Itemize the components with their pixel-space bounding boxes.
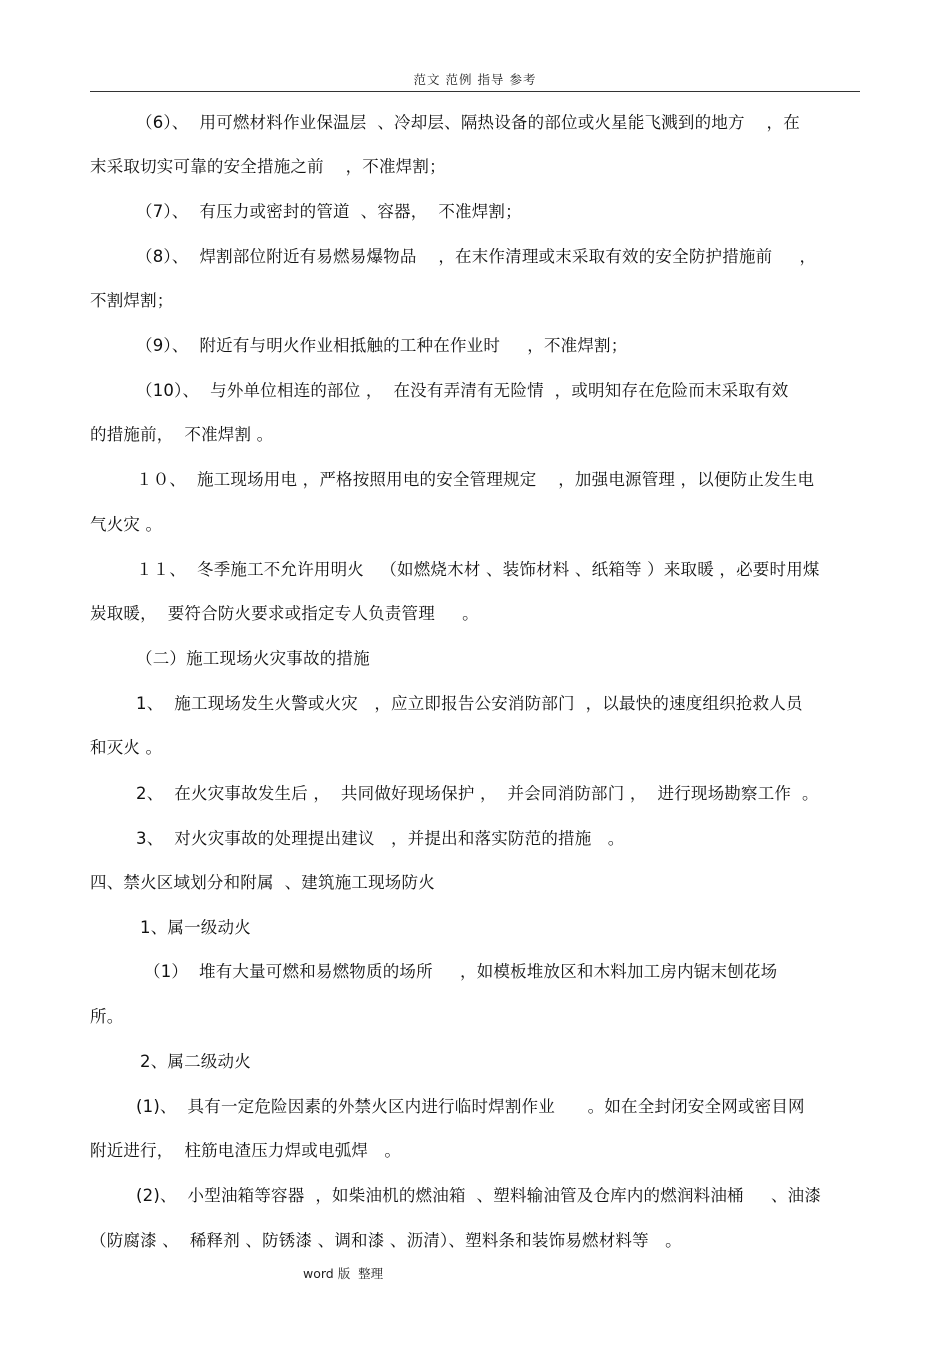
text-line: １１、 冬季施工不允许用明火 （如燃烧木材 、装饰材料 、纸箱等 ）来取暖 ，必要时用煤 (136, 560, 820, 579)
section-heading: （二）施工现场火灾事故的措施 (136, 649, 370, 668)
text-line: (1)、 具有一定危险因素的外禁火区内进行临时焊割作业 。如在全封闭安全网或密目网 (136, 1097, 805, 1116)
text-line: （9）、 附近有与明火作业相抵触的工种在作业时 ，不准焊割； (136, 336, 628, 355)
header-rule (90, 91, 860, 92)
text-line: 和灭火 。 (90, 738, 163, 757)
subsection-heading: 1、属一级动火 (140, 918, 251, 937)
text-line: 附近进行， 柱筋电渣压力焊或电弧焊 。 (90, 1141, 402, 1160)
page-header: 范文 范例 指导 参考 (413, 72, 537, 87)
text-line: 不割焊割； (90, 291, 174, 310)
text-line: （7）、 有压力或密封的管道 、容器， 不准焊割； (136, 202, 522, 221)
text-line: 末采取切实可靠的安全措施之前 ，不准焊割； (90, 157, 446, 176)
text-line: 3、 对火灾事故的处理提出建议 ，并提出和落实防范的措施 。 (136, 829, 625, 848)
text-line: 2、 在火灾事故发生后 ， 共同做好现场保护 ， 并会同消防部门 ， 进行现场勘察工作 。 (136, 784, 819, 803)
text-line: （8）、 焊割部位附近有易燃易爆物品 ，在末作清理或末采取有效的安全防护措施前 ， (136, 247, 817, 266)
text-line: 所。 (90, 1007, 124, 1026)
text-line: 1、 施工现场发生火警或火灾 ，应立即报告公安消防部门 ，以最快的速度组织抢救人员 (136, 694, 803, 713)
text-line: （10）、 与外单位相连的部位 ， 在没有弄清有无险情 ，或明知存在危险而末采取有效 (136, 381, 789, 400)
text-line: 气火灾 。 (90, 515, 163, 534)
text-line: 的措施前， 不准焊割 。 (90, 425, 274, 444)
subsection-heading: 2、属二级动火 (140, 1052, 251, 1071)
text-line: （防腐漆 、 稀释剂 、防锈漆 、调和漆 、沥清）、塑料条和装饰易燃材料等 。 (90, 1231, 682, 1250)
text-line: (2)、 小型油箱等容器 ，如柴油机的燃油箱 、塑料输油管及仓库内的燃润料油桶 、油漆 (136, 1186, 822, 1205)
text-line: （6）、 用可燃材料作业保温层 、冷却层、隔热设备的部位或火星能飞溅到的地方 ，在 (136, 113, 800, 132)
page-footer: word 版 整理 (303, 1266, 384, 1281)
text-line: １０、 施工现场用电 ，严格按照用电的安全管理规定 ，加强电源管理 ，以便防止发生电 (136, 470, 815, 489)
text-line: 炭取暖， 要符合防火要求或指定专人负责管理 。 (90, 604, 479, 623)
text-line: （1） 堆有大量可燃和易燃物质的场所 ，如模板堆放区和木料加工房内锯末刨花场 (144, 962, 778, 981)
section-heading: 四、禁火区域划分和附属 、建筑施工现场防火 (90, 873, 435, 892)
